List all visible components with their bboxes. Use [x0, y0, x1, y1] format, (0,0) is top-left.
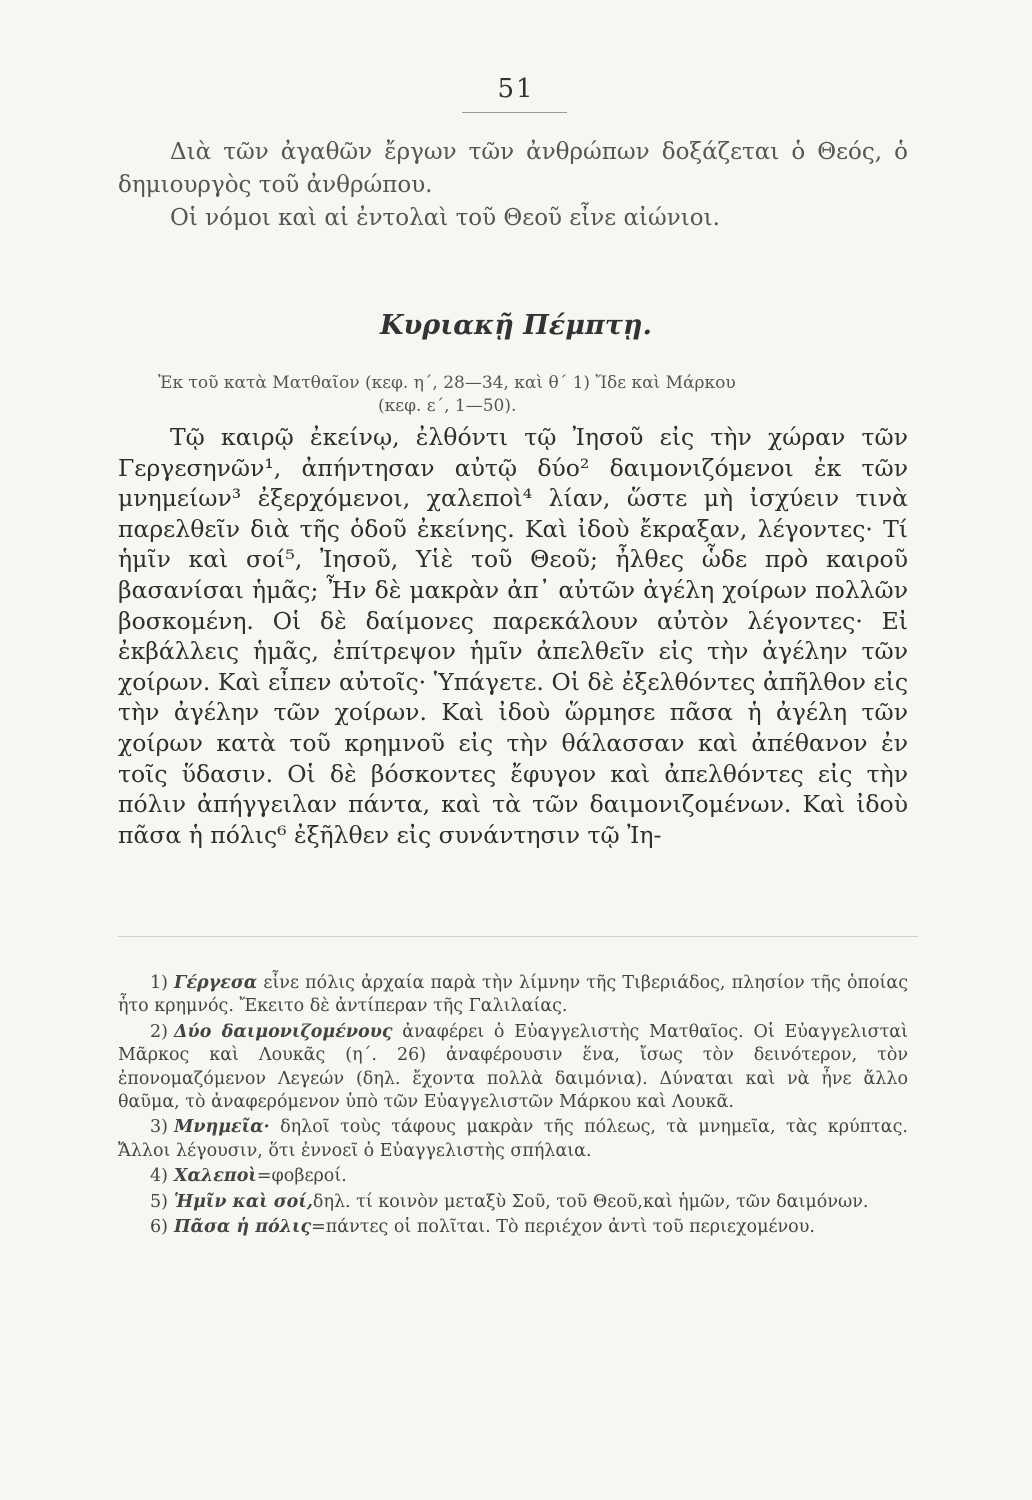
- footnote: [118, 1021, 908, 1115]
- footnote-term: Δύο δαιμονιζομένους: [173, 1021, 393, 1042]
- footnote-number: 5): [150, 1191, 168, 1212]
- reference-line-2: (κεφ. ε΄, 1—50).: [378, 396, 517, 416]
- footnote: [118, 1116, 908, 1163]
- footnote-text: δηλ. τί κοινὸν μεταξὺ Σοῦ, τοῦ Θεοῦ,καὶ ἡμῶν, τῶν δαιμόνων.: [312, 1191, 869, 1212]
- footnotes: [118, 972, 908, 1241]
- footnote: [118, 1165, 908, 1188]
- footnote-text: =φοβεροί.: [256, 1166, 347, 1187]
- scripture-reference: [158, 372, 910, 418]
- section-title: Κυριακῇ Πέμπτῃ.: [380, 310, 652, 341]
- footnote-number: 3): [150, 1117, 168, 1138]
- footnote-term: Χαλεποὶ: [173, 1166, 257, 1187]
- footnote-text: ἀναφέρει ὁ Εὐαγγελιστὴς Ματθαῖος. Οἱ Εὐαγγελισταὶ Μᾶρκος καὶ Λουκᾶς (η΄. 26) ἀναφέρουσιν ἕνα, ἴσως τὸν δεινότερον, τὸν ἐπονομαζόμενον Λεγεών (δηλ. ἔχοντα πολλὰ δαιμόνια). Δύναται καὶ νὰ ἦνε ἄλλο θαῦμα, τὸ ἀναφερόμενον ὑπὸ τῶν Εὐαγγελιστῶν Μάρκου καὶ Λουκᾶ.: [118, 1021, 908, 1113]
- footnote: [118, 1216, 908, 1239]
- footnote-term: Ἡμῖν καὶ σοί,: [173, 1191, 313, 1212]
- footnote: [118, 1191, 908, 1214]
- footnote-number: 4): [150, 1166, 168, 1187]
- gospel-passage: [118, 422, 908, 850]
- intro-line-1: Διὰ τῶν ἀγαθῶν ἔργων τῶν ἀνθρώπων δοξάζεται ὁ Θεός, ὁ δημιουργὸς τοῦ ἀνθρώπου.: [118, 139, 908, 198]
- footnote-divider: [118, 936, 918, 937]
- reference-line-1: Ἐκ τοῦ κατὰ Ματθαῖον (κεφ. η΄, 28—34, καὶ θ΄ 1) Ἴδε καὶ Μάρκου: [158, 373, 736, 393]
- intro-block: [118, 136, 908, 235]
- footnote-term: Μνημεῖα·: [173, 1117, 270, 1138]
- footnote-text: δηλοῖ τοὺς τάφους μακρὰν τῆς πόλεως, τὰ μνημεῖα, τὰς κρύπτας. Ἄλλοι λέγουσιν, ὅτι ἐννοεῖ ὁ Εὐαγγελιστὴς σπήλαια.: [118, 1117, 908, 1161]
- footnote-text: εἶνε πόλις ἀρχαία παρὰ τὴν λίμνην τῆς Τιβεριάδος, πλησίον τῆς ὁποίας ἦτο κρημνός. Ἔκειτο δὲ ἀντίπεραν τῆς Γαλιλαίας.: [118, 973, 908, 1017]
- footnote-term: Γέργεσα: [173, 973, 258, 993]
- footnote-text: =πάντες οἱ πολῖται. Τὸ περιέχον ἀντὶ τοῦ περιεχομένου.: [311, 1217, 815, 1238]
- footnote: [118, 972, 908, 1019]
- intro-line-2: Οἱ νόμοι καὶ αἱ ἐντολαὶ τοῦ Θεοῦ εἶνε αἰώνιοι.: [170, 205, 720, 231]
- footnote-number: 2): [150, 1021, 168, 1042]
- footnote-term: Πᾶσα ἡ πόλις: [173, 1217, 312, 1238]
- footnote-number: 1): [150, 973, 168, 993]
- page-number-rule: [462, 112, 567, 113]
- page-number: 51: [497, 74, 535, 104]
- gospel-passage-text: Τῷ καιρῷ ἐκείνῳ, ἐλθόντι τῷ Ἰησοῦ εἰς τὴν χώραν τῶν Γεργεσηνῶν¹, ἀπήντησαν αὐτῷ δύο² δαιμονιζόμενοι ἐκ τῶν μνημείων³ ἐξερχόμενοι, χαλεποὶ⁴ λίαν, ὥστε μὴ ἰσχύειν τινὰ παρελθεῖν διὰ τῆς ὁδοῦ ἐκείνης. Καὶ ἰδοὺ ἔκραξαν, λέγοντες· Τί ἡμῖν καὶ σοί⁵, Ἰησοῦ, Υἱὲ τοῦ Θεοῦ; ἦλθες ὧδε πρὸ καιροῦ βασανίσαι ἡμᾶς; Ἦν δὲ μακρὰν ἀπ᾽ αὐτῶν ἀγέλη χοίρων πολλῶν βοσκομένη. Οἱ δὲ δαίμονες παρεκάλουν αὐτὸν λέγοντες· Εἰ ἐκβάλλεις ἡμᾶς, ἐπίτρεψον ἡμῖν ἀπελθεῖν εἰς τὴν ἀγέλην τῶν χοίρων. Καὶ εἶπεν αὐτοῖς· Ὑπάγετε. Οἱ δὲ ἐξελθόντες ἀπῆλθον εἰς τὴν ἀγέλην τῶν χοίρων. Καὶ ἰδοὺ ὥρμησε πᾶσα ἡ ἀγέλη τῶν χοίρων κατὰ τοῦ κρημνοῦ εἰς τὴν θάλασσαν καὶ ἀπέθανον ἐν τοῖς ὕδασιν. Οἱ δὲ βόσκοντες ἔφυγον καὶ ἀπελθόντες εἰς τὴν πόλιν ἀπήγγειλαν πάντα, καὶ τὰ τῶν δαιμονιζομένων. Καὶ ἰδοὺ πᾶσα ἡ πόλις⁶ ἐξῆλθεν εἰς συνάντησιν τῷ Ἰη-: [118, 423, 908, 849]
- footnote-number: 6): [150, 1217, 168, 1238]
